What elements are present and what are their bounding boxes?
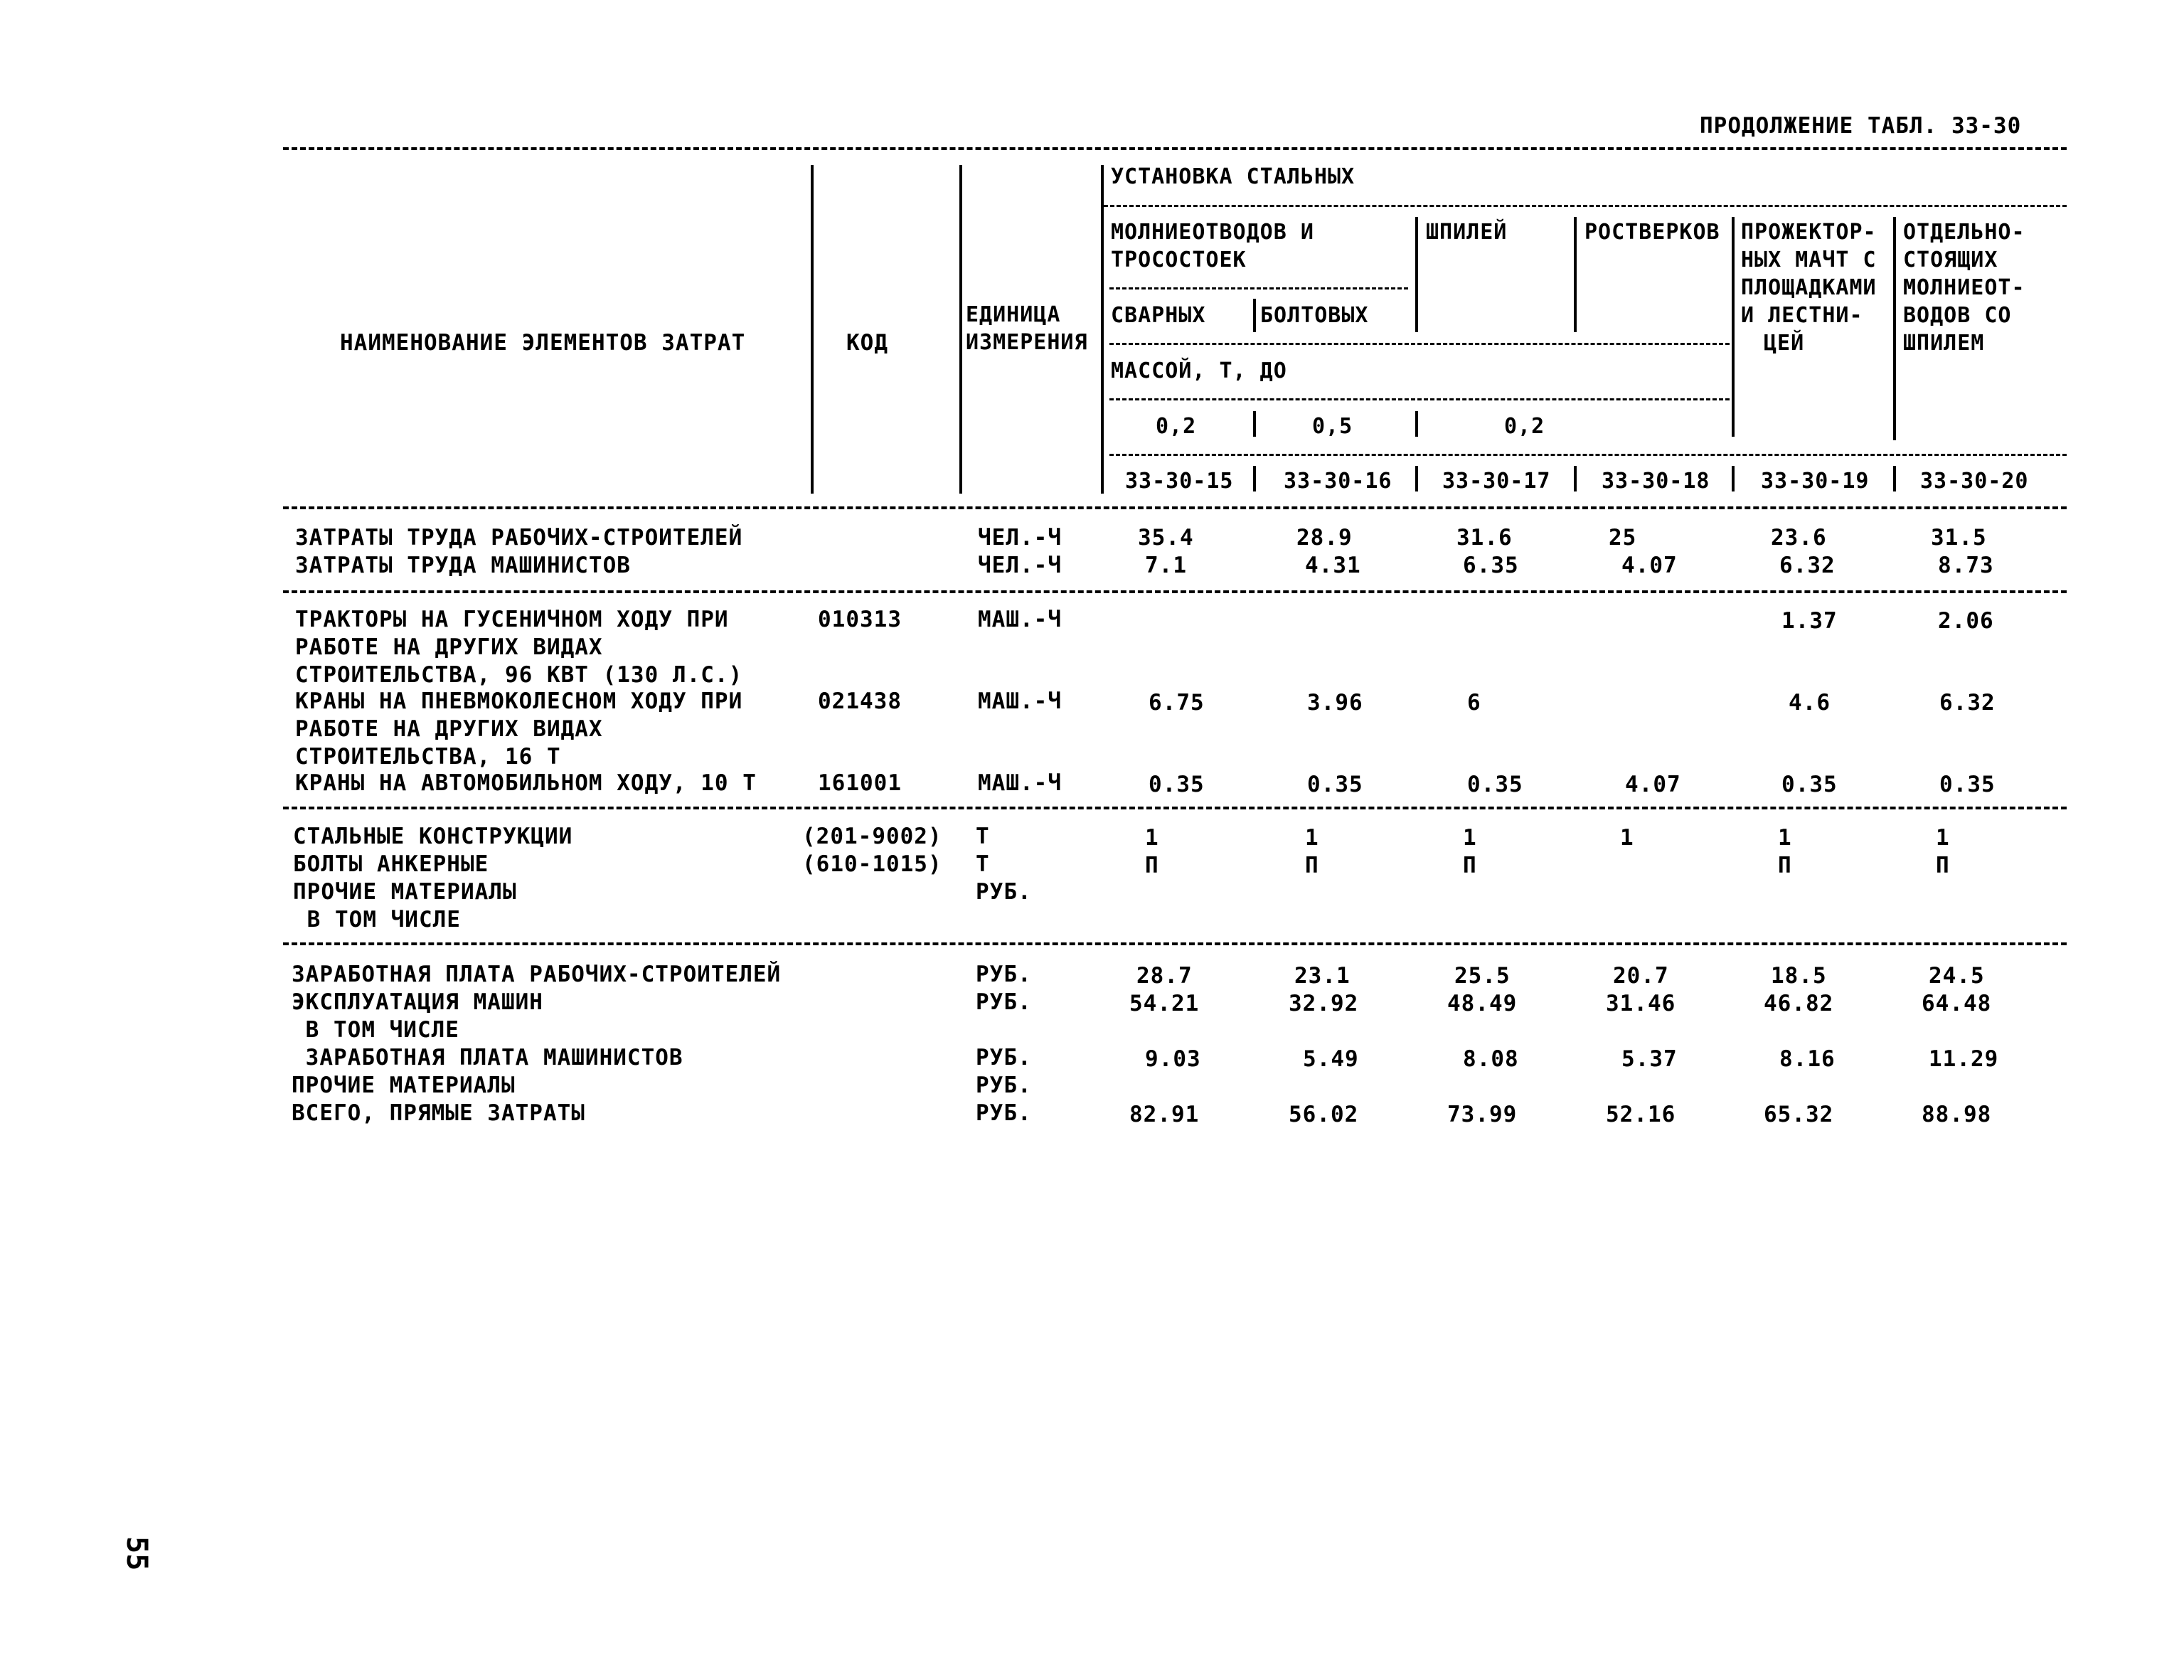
row-value: 31.6 [1456,525,1513,551]
header-divider-c-d [1732,217,1735,423]
header-standalone-line-1: ОТДЕЛЬНО- [1903,220,2025,245]
table-continuation-title: ПРОДОЛЖЕНИЕ ТАБЛ. 33-30 [1700,113,2022,139]
row-value: 28.7 [1136,963,1193,989]
row-value: 6.75 [1149,690,1205,716]
row-value: 65.32 [1764,1102,1834,1127]
row-unit: ЧЕЛ.-Ч [978,553,1062,578]
header-name-column: НАИМЕНОВАНИЕ ЭЛЕМЕНТОВ ЗАТРАТ [340,330,746,356]
header-divider-mass-3 [1732,411,1735,437]
row-code: 161001 [818,770,902,796]
header-divider-code-4 [1732,466,1735,491]
header-code-33-30-15: 33-30-15 [1125,469,1234,494]
row-value: 31.5 [1931,525,1987,551]
row-value: 8.16 [1779,1046,1836,1072]
row-name: ПРОЧИЕ МАТЕРИАЛЫ [292,1073,516,1098]
row-name: СТАЛЬНЫЕ КОНСТРУКЦИИ [293,824,573,849]
row-value: П [1936,853,1950,878]
header-divider-code-5 [1893,466,1896,491]
row-value: 8.08 [1463,1046,1519,1072]
row-value: 11.29 [1929,1046,1999,1072]
row-name: ВСЕГО, ПРЯМЫЕ ЗАТРАТЫ [292,1100,585,1126]
row-code: (610-1015) [802,851,942,877]
row-value: 1 [1620,825,1634,851]
row-value: П [1463,853,1477,878]
header-divider-mass-1 [1253,411,1256,437]
row-value: 9.03 [1145,1046,1201,1072]
row-value: 1 [1305,825,1319,851]
header-divider-b-c [1574,217,1577,332]
row-value: П [1145,853,1159,878]
header-lightning-rods-line-1: МОЛНИЕОТВОДОВ И [1111,220,1314,245]
header-codes-top-rule [1109,454,2067,456]
header-divider-name-code [811,165,814,494]
header-mass-value-3: 0,2 [1504,414,1545,439]
header-welded: СВАРНЫХ [1111,303,1206,328]
row-value: П [1778,853,1792,878]
header-grillages: РОСТВЕРКОВ [1584,220,1720,245]
row-value: 1 [1463,825,1477,851]
header-divider-mass-2 [1415,411,1418,437]
row-name: СТРОИТЕЛЬСТВА, 16 Т [295,744,561,770]
row-value: 23.6 [1771,525,1827,551]
row-name: ПРОЧИЕ МАТЕРИАЛЫ [293,879,517,905]
header-mass-value-2: 0,5 [1312,414,1353,439]
row-value: 32.92 [1289,991,1359,1016]
row-value: П [1305,853,1319,878]
header-divider-mass-4 [1893,359,1896,440]
row-value: 8.73 [1938,553,1994,578]
header-code-33-30-16: 33-30-16 [1284,469,1392,494]
row-name: КРАНЫ НА ПНЕВМОКОЛЕСНОМ ХОДУ ПРИ [295,689,743,714]
header-divider-code-unit [959,165,962,494]
header-unit-line-1: ЕДИНИЦА [966,302,1061,327]
header-floodlight-line-5: ЦЕЙ [1764,331,1805,356]
row-code: (201-9002) [802,824,942,849]
row-unit: РУБ. [976,1073,1032,1098]
row-name: ЗАТРАТЫ ТРУДА РАБОЧИХ-СТРОИТЕЛЕЙ [295,525,743,551]
row-name: ЗАРАБОТНАЯ ПЛАТА РАБОЧИХ-СТРОИТЕЛЕЙ [292,962,782,987]
row-value: 5.37 [1621,1046,1678,1072]
row-value: 1 [1778,825,1792,851]
row-unit: Т [976,851,990,877]
row-code: 021438 [818,689,902,714]
section-rule-2 [283,807,2067,809]
header-code-33-30-19: 33-30-19 [1761,469,1870,494]
row-value: 6.35 [1463,553,1519,578]
row-name: СТРОИТЕЛЬСТВА, 96 КВТ (130 Л.С.) [295,662,743,688]
row-value: 6 [1467,690,1481,716]
header-code-33-30-20: 33-30-20 [1920,469,2029,494]
row-unit: МАШ.-Ч [978,607,1062,632]
row-value: 4.07 [1625,772,1681,797]
row-value: 88.98 [1922,1102,1992,1127]
header-code-column: КОД [846,330,888,356]
row-unit: РУБ. [976,1045,1032,1070]
row-value: 0.35 [1939,772,1996,797]
header-unit-line-2: ИЗМЕРЕНИЯ [966,330,1088,355]
row-value: 25 [1609,525,1637,551]
header-code-33-30-17: 33-30-17 [1442,469,1551,494]
row-unit: МАШ.-Ч [978,689,1062,714]
header-group-title: УСТАНОВКА СТАЛЬНЫХ [1111,164,1355,189]
row-value: 7.1 [1145,553,1187,578]
row-name: РАБОТЕ НА ДРУГИХ ВИДАХ [295,716,603,742]
row-value: 5.49 [1303,1046,1359,1072]
header-floodlight-line-4: И ЛЕСТНИ- [1741,303,1863,328]
row-value: 6.32 [1779,553,1836,578]
header-standalone-line-4: ВОДОВ СО [1903,303,2012,328]
header-divider-unit-group [1101,165,1104,494]
row-value: 4.31 [1305,553,1361,578]
row-name: В ТОМ ЧИСЛЕ [293,907,461,932]
header-divider-welded-bolted [1253,299,1256,332]
header-divider-code-2 [1415,466,1418,491]
row-name: ЗАТРАТЫ ТРУДА МАШИНИСТОВ [295,553,631,578]
section-rule-3 [283,942,2067,945]
row-value: 23.1 [1294,963,1351,989]
header-subgroup-a-rule [1109,287,1408,289]
row-code: 010313 [818,607,902,632]
row-value: 1.37 [1781,608,1838,634]
row-name: В ТОМ ЧИСЛЕ [292,1017,459,1043]
header-standalone-line-3: МОЛНИЕОТ- [1903,275,2025,300]
row-value: 25.5 [1454,963,1511,989]
row-unit: Т [976,824,990,849]
row-value: 4.6 [1789,690,1831,716]
header-standalone-line-2: СТОЯЩИХ [1903,248,1998,272]
row-name: ЭКСПЛУАТАЦИЯ МАШИН [292,989,543,1015]
header-divider-code-1 [1253,466,1256,491]
row-value: 82.91 [1129,1102,1200,1127]
row-name: ТРАКТОРЫ НА ГУСЕНИЧНОМ ХОДУ ПРИ [295,607,729,632]
row-value: 28.9 [1296,525,1353,551]
row-value: 18.5 [1771,963,1827,989]
row-name: КРАНЫ НА АВТОМОБИЛЬНОМ ХОДУ, 10 Т [295,770,757,796]
row-value: 52.16 [1606,1102,1676,1127]
header-divider-code-3 [1574,466,1577,491]
header-mass-top-rule [1109,343,1730,345]
header-floodlight-line-1: ПРОЖЕКТОР- [1741,220,1877,245]
header-mass-label: МАССОЙ, Т, ДО [1111,358,1287,383]
row-unit: ЧЕЛ.-Ч [978,525,1062,551]
row-value: 1 [1936,825,1950,851]
row-value: 54.21 [1129,991,1200,1016]
row-value: 56.02 [1289,1102,1359,1127]
section-rule-1 [283,590,2067,593]
row-value: 46.82 [1764,991,1834,1016]
row-name: РАБОТЕ НА ДРУГИХ ВИДАХ [295,634,603,660]
row-name: ЗАРАБОТНАЯ ПЛАТА МАШИНИСТОВ [292,1045,683,1070]
row-value: 1 [1145,825,1159,851]
row-unit: РУБ. [976,962,1032,987]
table-top-rule [283,147,2067,150]
row-value: 35.4 [1138,525,1194,551]
row-value: 31.46 [1606,991,1676,1016]
header-divider-a-b [1415,217,1418,332]
row-unit: РУБ. [976,989,1032,1015]
row-value: 24.5 [1929,963,1985,989]
header-floodlight-line-2: НЫХ МАЧТ С [1741,248,1877,272]
row-value: 6.32 [1939,690,1996,716]
row-value: 20.7 [1613,963,1669,989]
header-lightning-rods-line-2: ТРОСОСТОЕК [1111,248,1247,272]
header-mass-values-rule [1109,398,1730,400]
header-bottom-rule [283,506,2067,509]
row-value: 73.99 [1447,1102,1518,1127]
row-unit: МАШ.-Ч [978,770,1062,796]
page-number: 55 [120,1536,153,1571]
header-floodlight-line-3: ПЛОЩАДКАМИ [1741,275,1877,300]
row-value: 2.06 [1938,608,1994,634]
header-mass-value-1: 0,2 [1156,414,1197,439]
row-name: БОЛТЫ АНКЕРНЫЕ [293,851,489,877]
header-code-33-30-18: 33-30-18 [1602,469,1710,494]
row-value: 0.35 [1307,772,1363,797]
row-unit: РУБ. [976,879,1032,905]
row-value: 48.49 [1447,991,1518,1016]
row-value: 0.35 [1467,772,1523,797]
header-spires: ШПИЛЕЙ [1426,220,1508,245]
row-value: 0.35 [1149,772,1205,797]
row-value: 0.35 [1781,772,1838,797]
row-value: 3.96 [1307,690,1363,716]
row-value: 4.07 [1621,553,1678,578]
row-unit: РУБ. [976,1100,1032,1126]
row-value: 64.48 [1922,991,1992,1016]
header-group-rule [1104,205,2067,207]
header-standalone-line-5: ШПИЛЕМ [1903,331,1985,356]
header-bolted: БОЛТОВЫХ [1260,303,1369,328]
